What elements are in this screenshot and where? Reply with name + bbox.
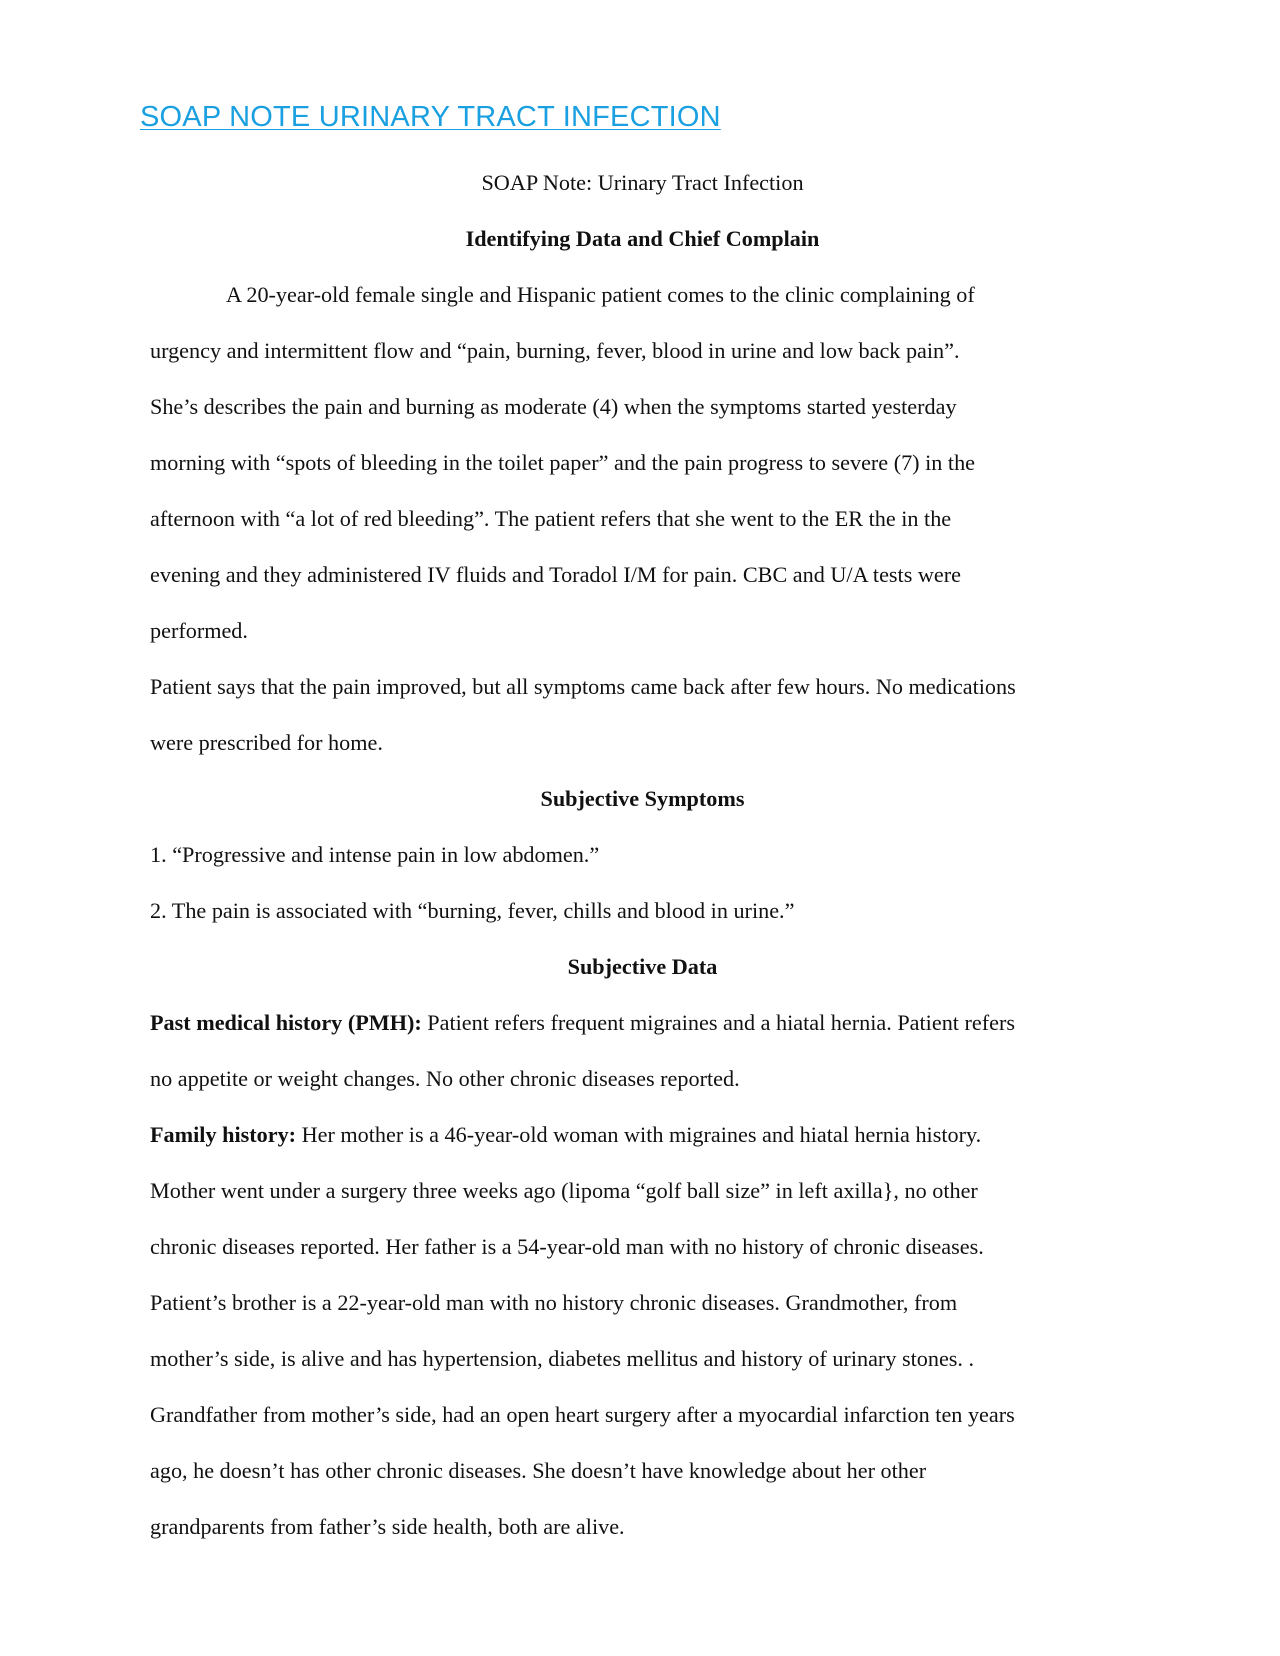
paragraph-line: Patient says that the pain improved, but all symptoms came back after few hours. No medications xyxy=(150,674,1016,699)
paragraph-line: A 20-year-old female single and Hispanic patient comes to the clinic complaining of xyxy=(226,282,975,307)
pmh-line xyxy=(150,995,1135,1051)
paragraph-line: She’s describes the pain and burning as moderate (4) when the symptoms started yesterday xyxy=(150,394,957,419)
paragraph-line: Mother went under a surgery three weeks ago (lipoma “golf ball size” in left axilla}, no other xyxy=(150,1178,978,1203)
section-heading-identifying-data: Identifying Data and Chief Complain xyxy=(465,226,820,251)
paragraph-line: were prescribed for home. xyxy=(150,730,383,755)
section-heading-subjective-data: Subjective Data xyxy=(567,954,718,979)
document-body xyxy=(150,155,1135,1555)
pmh-label: Past medical history (PMH): xyxy=(150,1010,422,1035)
symptom-item: 2. The pain is associated with “burning, fever, chills and blood in urine.” xyxy=(150,898,795,923)
paragraph-line: ago, he doesn’t has other chronic diseases. She doesn’t have knowledge about her other xyxy=(150,1458,927,1483)
family-history-label: Family history: xyxy=(150,1122,297,1147)
pmh-text: Patient refers frequent migraines and a hiatal hernia. Patient refers xyxy=(421,1010,1016,1035)
paragraph-line: mother’s side, is alive and has hypertension, diabetes mellitus and history of urinary stones. . xyxy=(150,1346,975,1371)
paragraph-line: grandparents from father’s side health, both are alive. xyxy=(150,1514,625,1539)
paragraph-line: chronic diseases reported. Her father is a 54-year-old man with no history of chronic diseases. xyxy=(150,1234,984,1259)
family-history-line xyxy=(150,1107,1135,1163)
paragraph-line: performed. xyxy=(150,618,248,643)
document-title-link[interactable]: SOAP NOTE URINARY TRACT INFECTION xyxy=(140,101,721,133)
family-history-text: Her mother is a 46-year-old woman with migraines and hiatal hernia history. xyxy=(296,1122,982,1147)
paragraph-line: no appetite or weight changes. No other chronic diseases reported. xyxy=(150,1066,740,1091)
document-subtitle: SOAP Note: Urinary Tract Infection xyxy=(481,170,804,195)
paragraph-line: afternoon with “a lot of red bleeding”. The patient refers that she went to the ER the in the xyxy=(150,506,952,531)
paragraph-line: Patient’s brother is a 22-year-old man with no history chronic diseases. Grandmother, from xyxy=(150,1290,958,1315)
paragraph-line: evening and they administered IV fluids and Toradol I/M for pain. CBC and U/A tests were xyxy=(150,562,962,587)
symptom-item: 1. “Progressive and intense pain in low abdomen.” xyxy=(150,842,600,867)
paragraph-line: morning with “spots of bleeding in the toilet paper” and the pain progress to severe (7) in the xyxy=(150,450,976,475)
paragraph-line: Grandfather from mother’s side, had an open heart surgery after a myocardial infarction ten years xyxy=(150,1402,1015,1427)
section-heading-subjective-symptoms: Subjective Symptoms xyxy=(540,786,745,811)
paragraph-line: urgency and intermittent flow and “pain, burning, fever, blood in urine and low back pain”. xyxy=(150,338,960,363)
